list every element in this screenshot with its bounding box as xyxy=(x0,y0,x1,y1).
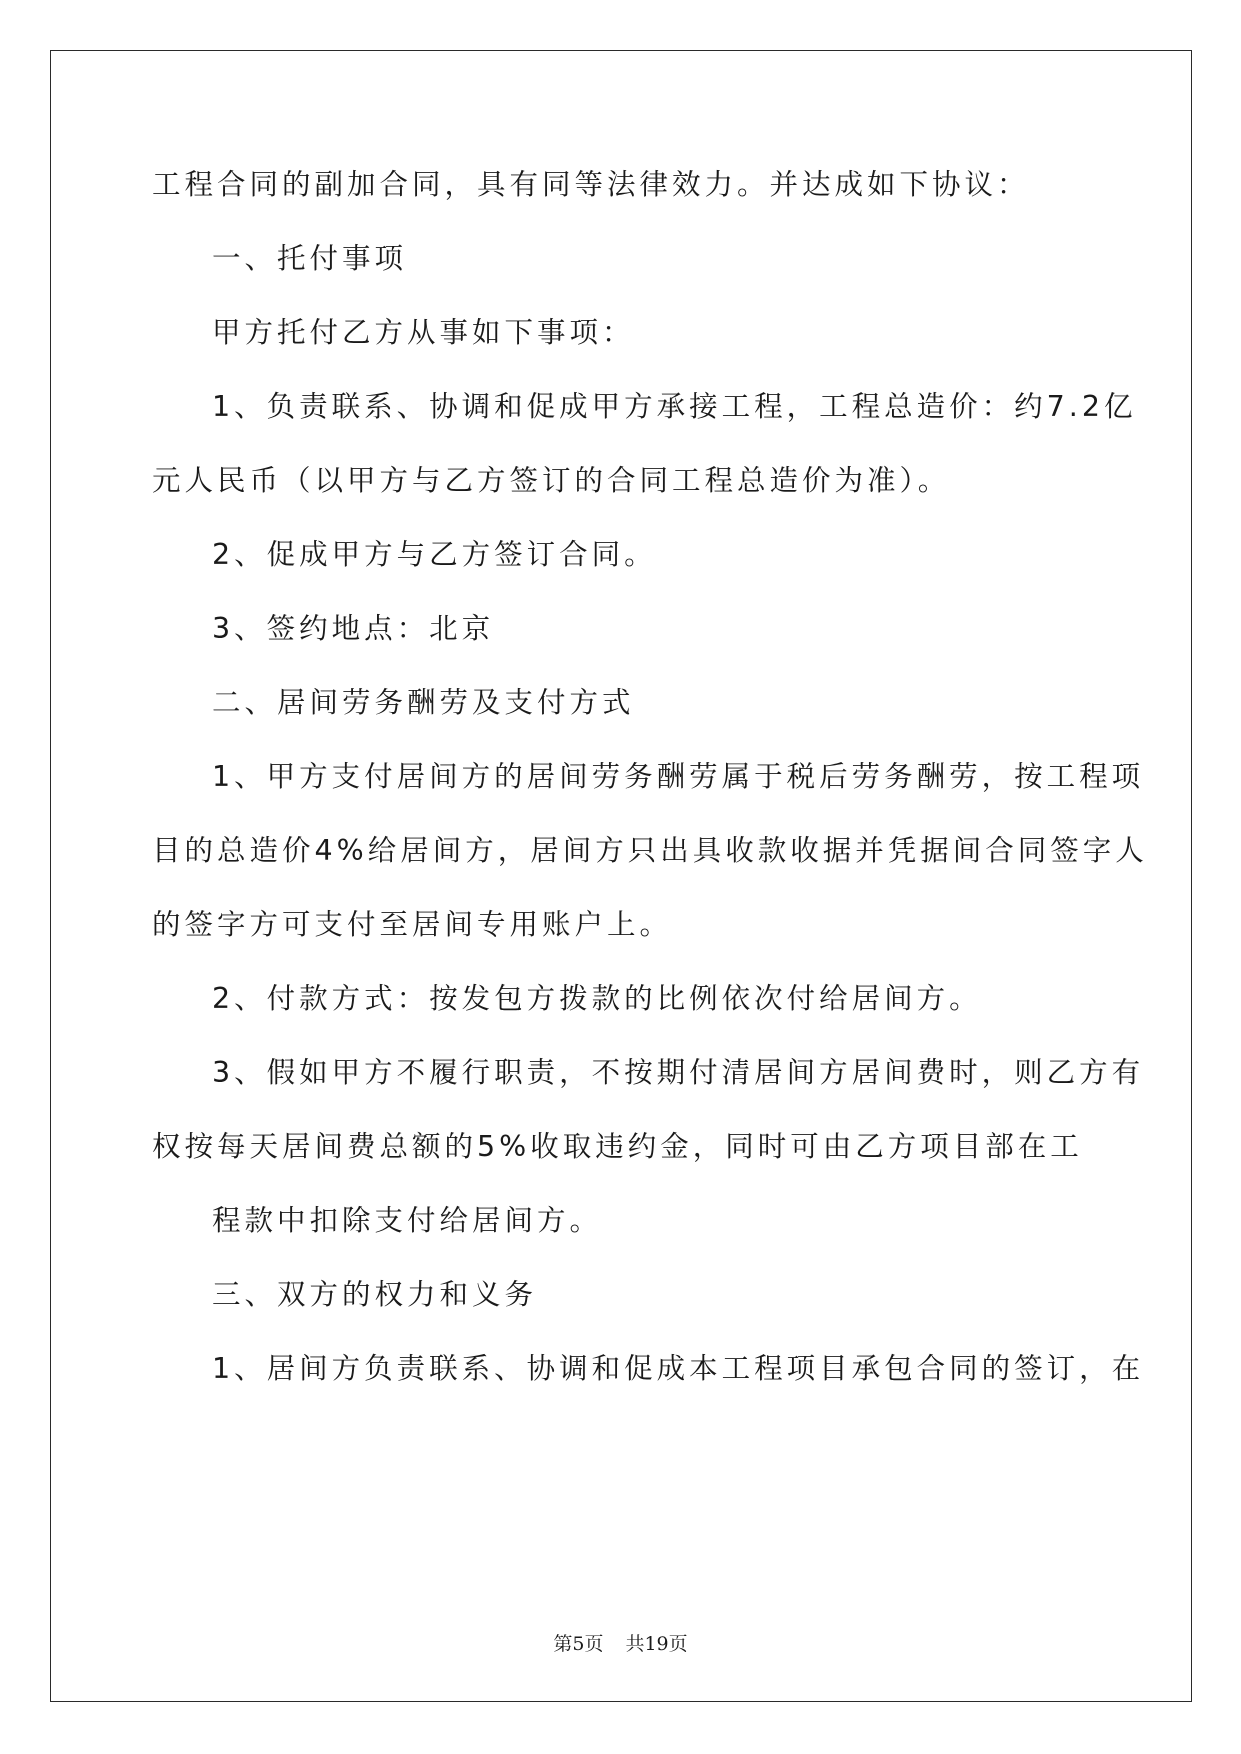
text-line: 甲方托付乙方从事如下事项： xyxy=(212,316,635,349)
text-line: 元人民币（以甲方与乙方签订的合同工程总造价为准）。 xyxy=(152,464,951,497)
page-total: 共19页 xyxy=(625,1633,688,1655)
text-line: 1、负责联系、协调和促成甲方承接工程，工程总造价：约7.2亿 xyxy=(212,390,1137,423)
page-number: 第5页 xyxy=(553,1633,604,1655)
section-heading: 三、双方的权力和义务 xyxy=(212,1278,538,1311)
text-line: 3、签约地点：北京 xyxy=(212,612,495,645)
text-line: 目的总造价4%给居间方，居间方只出具收款收据并凭据间合同签字人 xyxy=(152,834,1148,867)
text-line: 2、付款方式：按发包方拨款的比例依次付给居间方。 xyxy=(212,982,982,1015)
section-heading: 二、居间劳务酬劳及支付方式 xyxy=(212,686,635,719)
page-border xyxy=(50,50,1192,1702)
text-line: 程款中扣除支付给居间方。 xyxy=(212,1204,603,1237)
text-line: 的签字方可支付至居间专用账户上。 xyxy=(152,908,673,941)
text-line: 权按每天居间费总额的5%收取违约金，同时可由乙方项目部在工 xyxy=(152,1130,1083,1163)
text-line: 3、假如甲方不履行职责，不按期付清居间方居间费时，则乙方有 xyxy=(212,1056,1145,1089)
text-line: 工程合同的副加合同，具有同等法律效力。并达成如下协议： xyxy=(152,168,1030,201)
section-heading: 一、托付事项 xyxy=(212,242,408,275)
page-footer xyxy=(0,1632,1241,1656)
text-line: 1、甲方支付居间方的居间劳务酬劳属于税后劳务酬劳，按工程项 xyxy=(212,760,1145,793)
text-line: 2、促成甲方与乙方签订合同。 xyxy=(212,538,657,571)
text-line: 1、居间方负责联系、协调和促成本工程项目承包合同的签订，在 xyxy=(212,1352,1145,1385)
